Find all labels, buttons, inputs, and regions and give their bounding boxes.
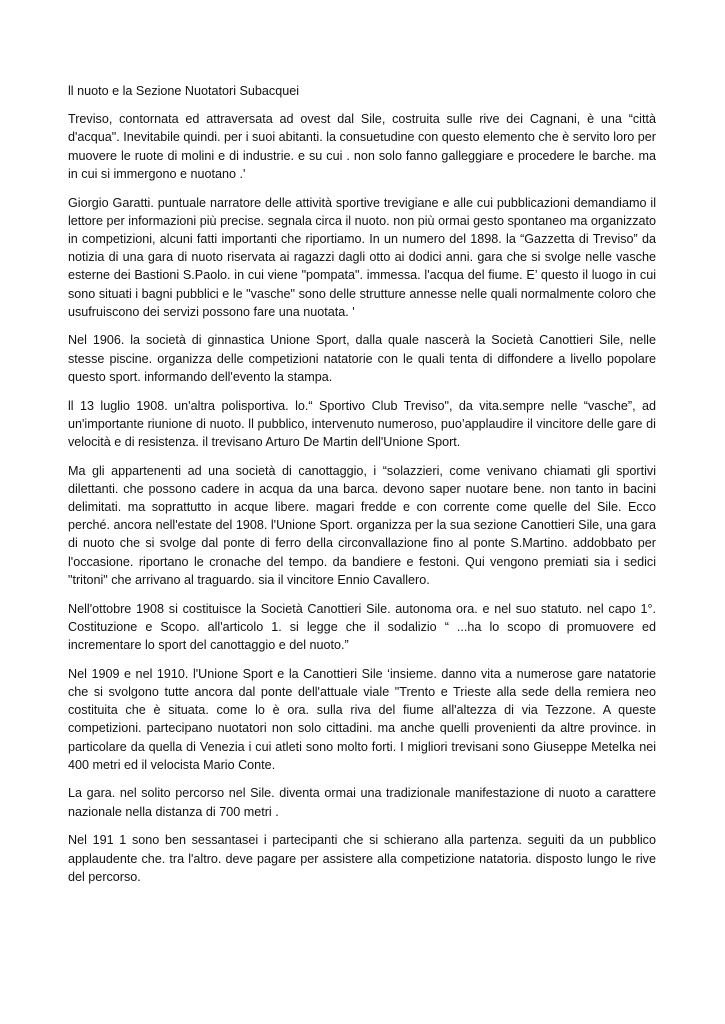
document-title: ll nuoto e la Sezione Nuotatori Subacquei — [68, 84, 300, 98]
paragraph-1: Treviso, contornata ed attraversata ad ovest dal Sile, costruita sulle rive dei Cagnani, è una “città d'acqua". Inevitabile quindi. per i suoi abitanti. la consuetudine con questo elemento che è servito loro per muovere le ruote di molini e di industrie. e su cui . non solo fanno galleggiare e procedere le barche. ma in cui si immergono e nuotano .' — [68, 112, 656, 181]
paragraph-9: Nel 191 1 sono ben sessantasei i partecipanti che si schierano alla partenza. seguiti da un pubblico applaudente che. tra l'altro. deve pagare per assistere alla competizione natatoria. disposto lungo le rive del percorso. — [68, 833, 656, 884]
document-page — [68, 82, 656, 896]
paragraph-6: Nell'ottobre 1908 si costituisce la Società Canottieri Sile. autonoma ora. e nel suo statuto. nel capo 1°. Costituzione e Scopo. all'articolo 1. si legge che il sodalizio “ ...ha lo scopo di promuovere ed incrementare lo sport del canottaggio e del nuoto.” — [68, 601, 656, 652]
paragraph-8: La gara. nel solito percorso nel Sile. diventa ormai una tradizionale manifestazione di nuoto a carattere nazionale nella distanza di 700 metri . — [68, 786, 656, 819]
paragraph-2: Giorgio Garatti. puntuale narratore delle attività sportive trevigiane e alle cui pubblicazioni demandiamo il lettore per informazioni più precise. segnala circa il nuoto. non più ormai gesto spontaneo ma organizzato in competizioni, alcuni fatti importanti che riportiamo. In un numero del 1898. la “Gazzetta di Treviso” da notizia di una gara di nuoto riservata ai ragazzi dagli otto ai dodici anni. gara che si svolge nelle vasche esterne dei Bastioni S.Paolo. in cui viene "pompata". immessa. l'acqua del fiume. E’ questo il luogo in cui sono situati i bagni pubblici e le "vasche" sono delle strutture annesse nelle quali normalmente coloro che usufruiscono dei servizi possono fare una nuotata. ' — [68, 195, 656, 319]
paragraph-3: Nel 1906. la società di ginnastica Unione Sport, dalla quale nascerà la Società Canottieri Sile, nelle stesse piscine. organizza delle competizioni natatorie con le quali tenta di diffondere a livello popolare questo sport. informando dell'evento la stampa. — [68, 333, 656, 384]
paragraph-5: Ma gli appartenenti ad una società di canottaggio, i “solazzieri, come venivano chiamati gli sportivi dilettanti. che possono cadere in acqua da una barca. devono saper nuotare bene. non tanto in bacini delimitati. ma soprattutto in acque libere. magari fredde e con corrente come quelle del Sile. Ecco perché. ancora nell'estate del 1908. l'Unione Sport. organizza per la sua sezione Canottieri Sile, una gara di nuoto che si svolge dal ponte di ferro della circonvallazione fino al ponte S.Martino. addobbato per l'occasione. riportano le cronache del tempo. da bandiere e festoni. Qui vengono premiati sia i sedici "tritoni" che arrivano al traguardo. sia il vincitore Ennio Cavallero. — [68, 463, 656, 587]
paragraph-4: ll 13 luglio 1908. un'altra polisportiva. lo.“ Sportivo Club Treviso", da vita.sempre nelle “vasche”, ad un'importante riunione di nuoto. ll pubblico, intervenuto numeroso, puo’applaudire il vincitore delle gare di velocità e di resistenza. il trevisano Arturo De Martin dell'Unione Sport. — [68, 398, 656, 449]
paragraph-7: Nel 1909 e nel 1910. l'Unione Sport e la Canottieri Sile ‘insieme. danno vita a numerose gare natatorie che si svolgono tutte ancora dal ponte dell'attuale viale "Trento e Trieste alla sede della remiera neo costituita che è situata. come lo è ora. sulla riva del fiume all'altezza di via Tezzone. A queste competizioni. partecipano nuotatori non solo cittadini. ma anche quelli provenienti da altre province. in particolare da quella di Venezia i cui atleti sono molto forti. I migliori trevisani sono Giuseppe Metelka nei 400 metri ed il velocista Mario Conte. — [68, 666, 656, 772]
